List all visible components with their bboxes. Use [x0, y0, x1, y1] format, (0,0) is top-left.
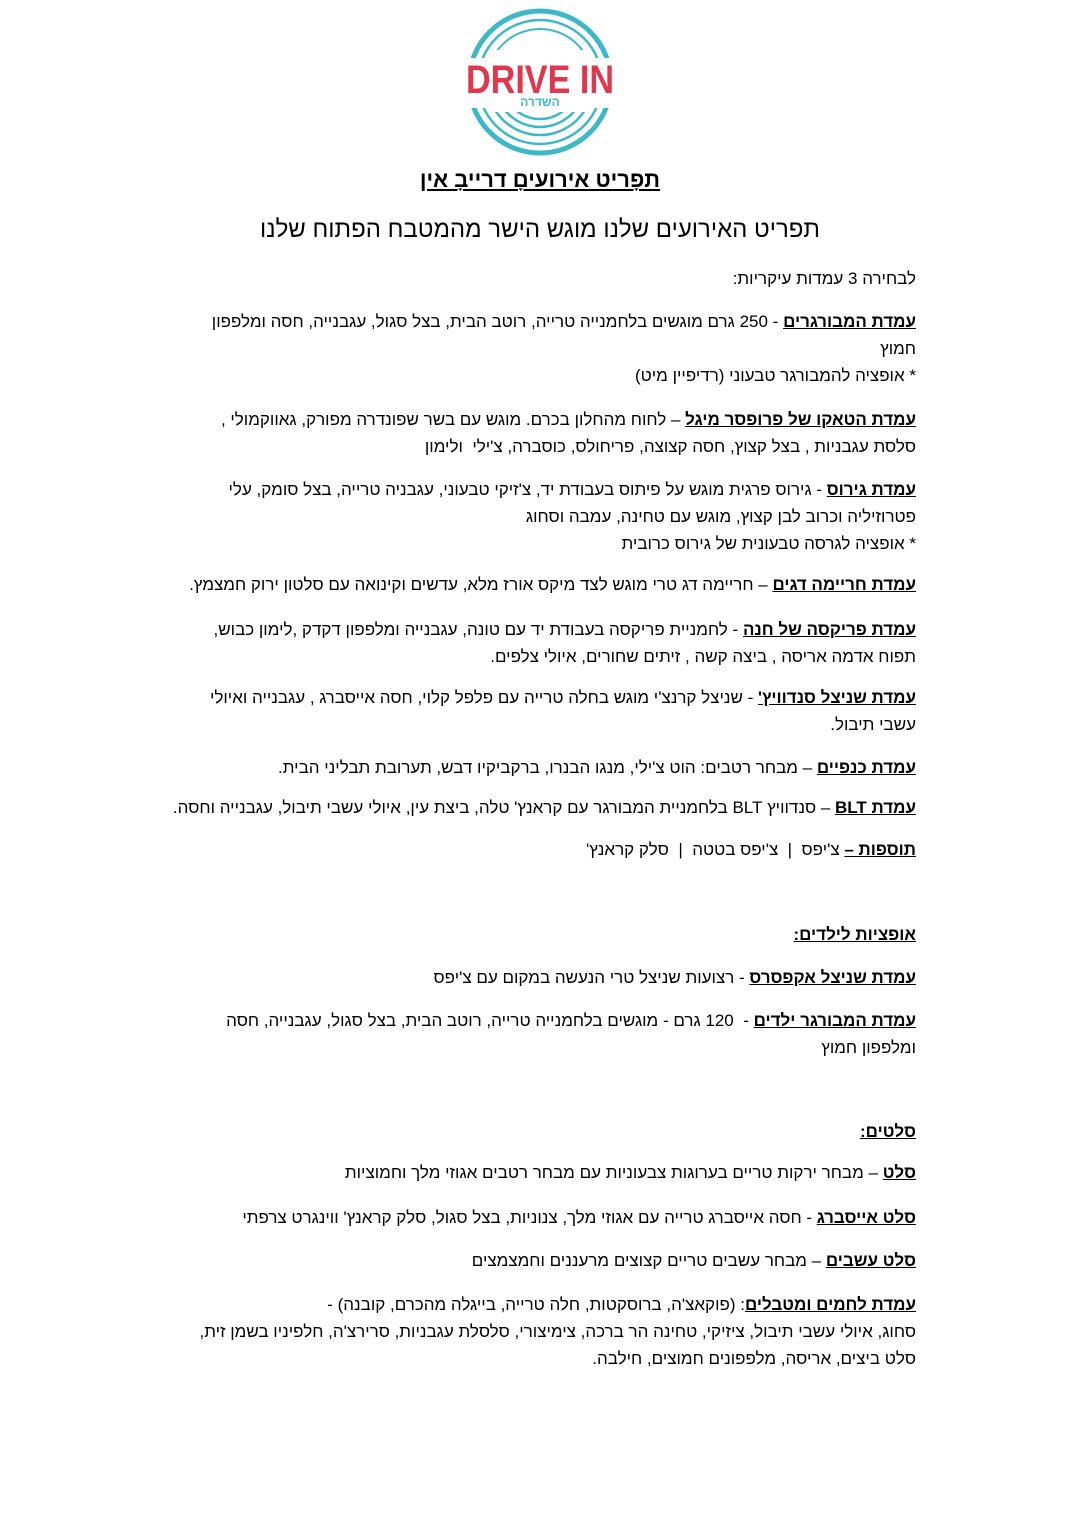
menu-item-text: - לחמניית פריקסה בעבודת יד עם טונה, עגבנייה ומלפפון דקדק ,לימון כבוש,	[213, 620, 739, 639]
menu-item-note: * אופציה להמבורגר טבעוני (רדיפיין מיט)	[635, 366, 916, 385]
menu-item-wings	[156, 754, 916, 781]
menu-item-text: סלט ביצים, אריסה, מלפפונים חמוצים, חילבה.	[592, 1349, 916, 1368]
menu-item-label: עמדת המבורגרים	[783, 312, 916, 331]
menu-item-label: סלט עשבים	[825, 1251, 916, 1270]
menu-item-text: עשבי תיבול.	[830, 715, 916, 734]
menu-item-label: עמדת המבורגר ילדים	[753, 1011, 916, 1030]
menu-item-text: – לחוח מהחלון בכרם. מוגש עם בשר שפונדרה מפורק, גאווקמולי ,	[220, 410, 681, 429]
menu-item-text: – מבחר עשבים טריים קצוצים מרעננים וחמצמצים	[471, 1251, 822, 1270]
section-heading: אופציות לילדים:	[793, 925, 916, 944]
menu-item-label: תוספות –	[844, 840, 916, 859]
menu-item-label: עמדת BLT	[835, 798, 916, 817]
menu-item-text: – סנדוויץ BLT בלחמניית המבורגר עם קראנץ' טלה, ביצת עין, איולי עשבי תיבול, עגבנייה וחסה.	[172, 798, 831, 817]
menu-item-label: סלט	[882, 1163, 916, 1182]
section-heading-kids	[156, 921, 916, 948]
menu-item-kids-schnitzel	[156, 964, 916, 991]
menu-item-salad	[156, 1159, 916, 1186]
menu-item-burgers	[156, 308, 916, 389]
menu-item-label: סלט אייסברג	[816, 1208, 916, 1227]
menu-item-text: – מבחר רטבים: הוט צ'ילי, מנגו הבנרו, ברקביקיו דבש, תערובת תבליני הבית.	[278, 758, 813, 777]
menu-item-text: : (פוקאצ'ה, ברוסקטות, חלה טרייה, בייגלה מהכרם, קובנה) -	[327, 1295, 745, 1314]
menu-item-text: חמוץ	[880, 339, 916, 358]
menu-item-friksa	[156, 616, 916, 670]
menu-item-label: עמדת פריקסה של חנה	[742, 620, 916, 639]
page-subtitle: תפריט האירועים שלנו מוגש הישר מהמטבח הפתוח שלנו	[260, 216, 820, 243]
menu-item-note: * אופציה לגרסה טבעונית של גירוס כרובית	[621, 534, 916, 553]
menu-item-schnitzel-sandwich	[156, 684, 916, 738]
section-heading: סלטים:	[860, 1122, 916, 1141]
logo-brand-text: DRIVE IN	[466, 58, 614, 102]
menu-item-label: עמדת גירוס	[826, 480, 916, 499]
page-title: תפָריט אירועיםָ דרייבָ אין	[419, 167, 661, 192]
menu-item-text: ומלפפון חמוץ	[821, 1038, 916, 1057]
section-heading-salads	[156, 1118, 916, 1145]
intro-text	[156, 265, 916, 292]
menu-item-fish	[156, 571, 916, 598]
menu-item-text: סחוג, איולי עשבי תיבול, ציזיקי, טחינה הר ברכה, צימיצורי, סלסלת עגבניות, סרירצ'ה, חלפיניו בשמן זית,	[199, 1322, 916, 1341]
menu-item-label: עמדת כנפיים	[816, 758, 916, 777]
menu-item-text: - רצועות שניצל טרי הנעשה במקום עם צ'יפס	[433, 968, 745, 987]
menu-item-text: - שניצל קרנצ'י מוגש בחלה טרייה עם פלפל קלוי, חסה אייסברג , עגבנייה ואיולי	[209, 688, 754, 707]
menu-item-label: עמדת שניצל סנדוויץ'	[758, 688, 916, 707]
menu-item-herb-salad	[156, 1247, 916, 1274]
menu-item-text: - חסה אייסברג טרייה עם אגוזי מלך, צנוניות, בצל סגול, סלק קראנץ' ווינגרט צרפתי	[242, 1208, 813, 1227]
menu-item-label: עמדת שניצל אקפסרס	[749, 968, 916, 987]
logo-subtitle-text: השדרה	[520, 95, 560, 109]
menu-item-text: - 250 גרם מוגשים בלחמנייה טרייה, רוטב הבית, בצל סגול, עגבנייה, חסה ומלפפון	[211, 312, 779, 331]
menu-item-breads-dips	[156, 1291, 916, 1372]
menu-item-label: עמדת חריימה דגים	[772, 575, 916, 594]
logo	[460, 4, 620, 160]
menu-item-tacos	[156, 406, 916, 460]
menu-item-text: - 120 גרם - מוגשים בלחמנייה טרייה, רוטב הבית, בצל סגול, עגבנייה, חסה	[226, 1011, 749, 1030]
menu-item-text: - גירוס פרגית מוגש על פיתוס בעבודת יד, צ'זיקי טבעוני, עגבניה טרייה, בצל סומק, עלי	[228, 480, 823, 499]
menu-item-kids-burger	[156, 1007, 916, 1061]
menu-item-text: סלסת עגבניות , בצל קצוץ, חסה קצוצה, פריחולס, כוסברה, צ'ילי ולימון	[424, 437, 916, 456]
menu-item-label: עמדת לחמים ומטבלים	[744, 1295, 916, 1314]
menu-item-blt	[156, 794, 916, 821]
menu-item-text: תפוח אדמה אריסה , ביצה קשה , זיתים שחורים, איולי צלפים.	[490, 647, 916, 666]
menu-item-text: – מבחר ירקות טריים בערוגות צבעוניות עם מבחר רטבים אגוזי מלך וחמוציות	[344, 1163, 878, 1182]
menu-item-text: פטרוזיליה וכרוב לבן קצוץ, מוגש עם טחינה, עמבה וסחוג	[525, 507, 916, 526]
menu-item-gyros	[156, 476, 916, 557]
menu-item-text: – חריימה דג טרי מוגש לצד מיקס אורז מלא, עדשים וקינואה עם סלטון ירוק חמצמץ.	[189, 575, 768, 594]
menu-item-iceberg-salad	[156, 1204, 916, 1231]
menu-item-label: עמדת הטאקו של פרופסר מיגל	[685, 410, 916, 429]
menu-item-text: צ'יפס | צ'יפס בטטה | סלק קראנץ'	[585, 840, 840, 859]
intro-line: לבחירה 3 עמדות עיקריות:	[732, 269, 916, 288]
menu-item-sides	[156, 836, 916, 863]
